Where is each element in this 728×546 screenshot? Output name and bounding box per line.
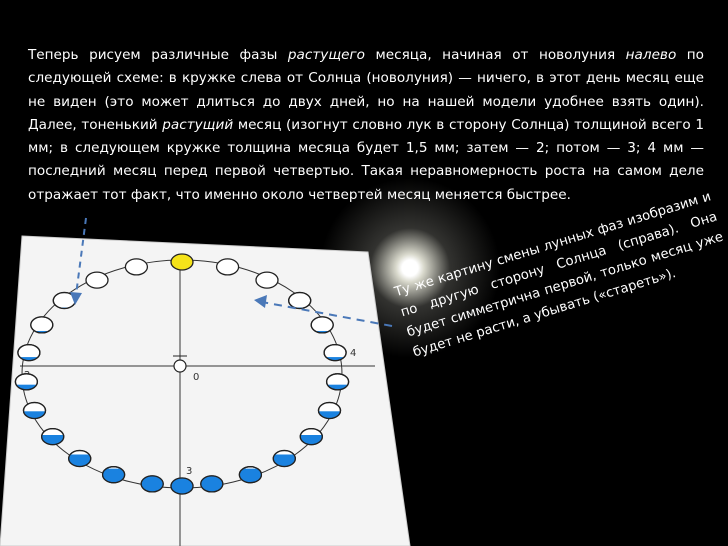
moon-phase-circle	[42, 429, 64, 445]
axis-label-right: 4	[350, 348, 357, 359]
moon-phase-circle	[18, 345, 40, 361]
moon-phase-circle	[125, 259, 147, 275]
moon-phase-circle	[273, 451, 295, 467]
moon-phase-circle	[300, 429, 322, 445]
moon-phase-circle	[324, 345, 346, 361]
moon-phase-circle	[239, 467, 261, 483]
sun-circle	[171, 254, 193, 270]
moon-phase-circle	[327, 374, 349, 390]
moon-phase-circle	[171, 478, 193, 494]
moon-phase-circle	[289, 293, 311, 309]
caption-text: Ту же картину смены лунных фаз изобразим и по другую сторону Солнца (справа). Она будет симметрична первой, только месяц уже будет не расти, а убывать («стареть»).	[392, 189, 726, 361]
moon-phase-circle	[31, 317, 53, 333]
moon-phase-circle	[103, 467, 125, 483]
moon-phase-circle	[201, 476, 223, 492]
moon-phase-circle	[86, 272, 108, 288]
moon-phase-circle	[217, 259, 239, 275]
moon-phase-circle	[311, 317, 333, 333]
center-label: 0	[193, 372, 200, 383]
intro-text: Теперь рисуем различные фазы растущего месяца, начиная от новолуния налево по следующей схеме: в кружке слева от Солнца (новолуния) — ничего, в этот день месяц еще не виден (это может длиться до двух дней, но на нашей модели удобнее взять один). Далее, тоненький растущий месяц (изогнут словно лук в сторону Солнца) толщиной всего 1 мм; в следующем кружке толщина месяца будет 1,5 мм; затем — 2; потом — 3; 4 мм — последний месяц перед первой четвертью. Такая неравномерность роста на самом деле отражает тот факт, что именно около четвертей месяц меняется быстрее.	[28, 47, 704, 203]
moon-phase-circle	[141, 476, 163, 492]
moon-phase-circle	[15, 374, 37, 390]
axis-label-bottom: 3	[186, 466, 193, 477]
board	[0, 236, 410, 546]
moon-phase-circle	[24, 403, 46, 419]
moon-phase-circle	[256, 272, 278, 288]
moon-phase-circle	[69, 451, 91, 467]
earth-center-circle	[174, 360, 186, 372]
moon-phase-circle	[319, 403, 341, 419]
